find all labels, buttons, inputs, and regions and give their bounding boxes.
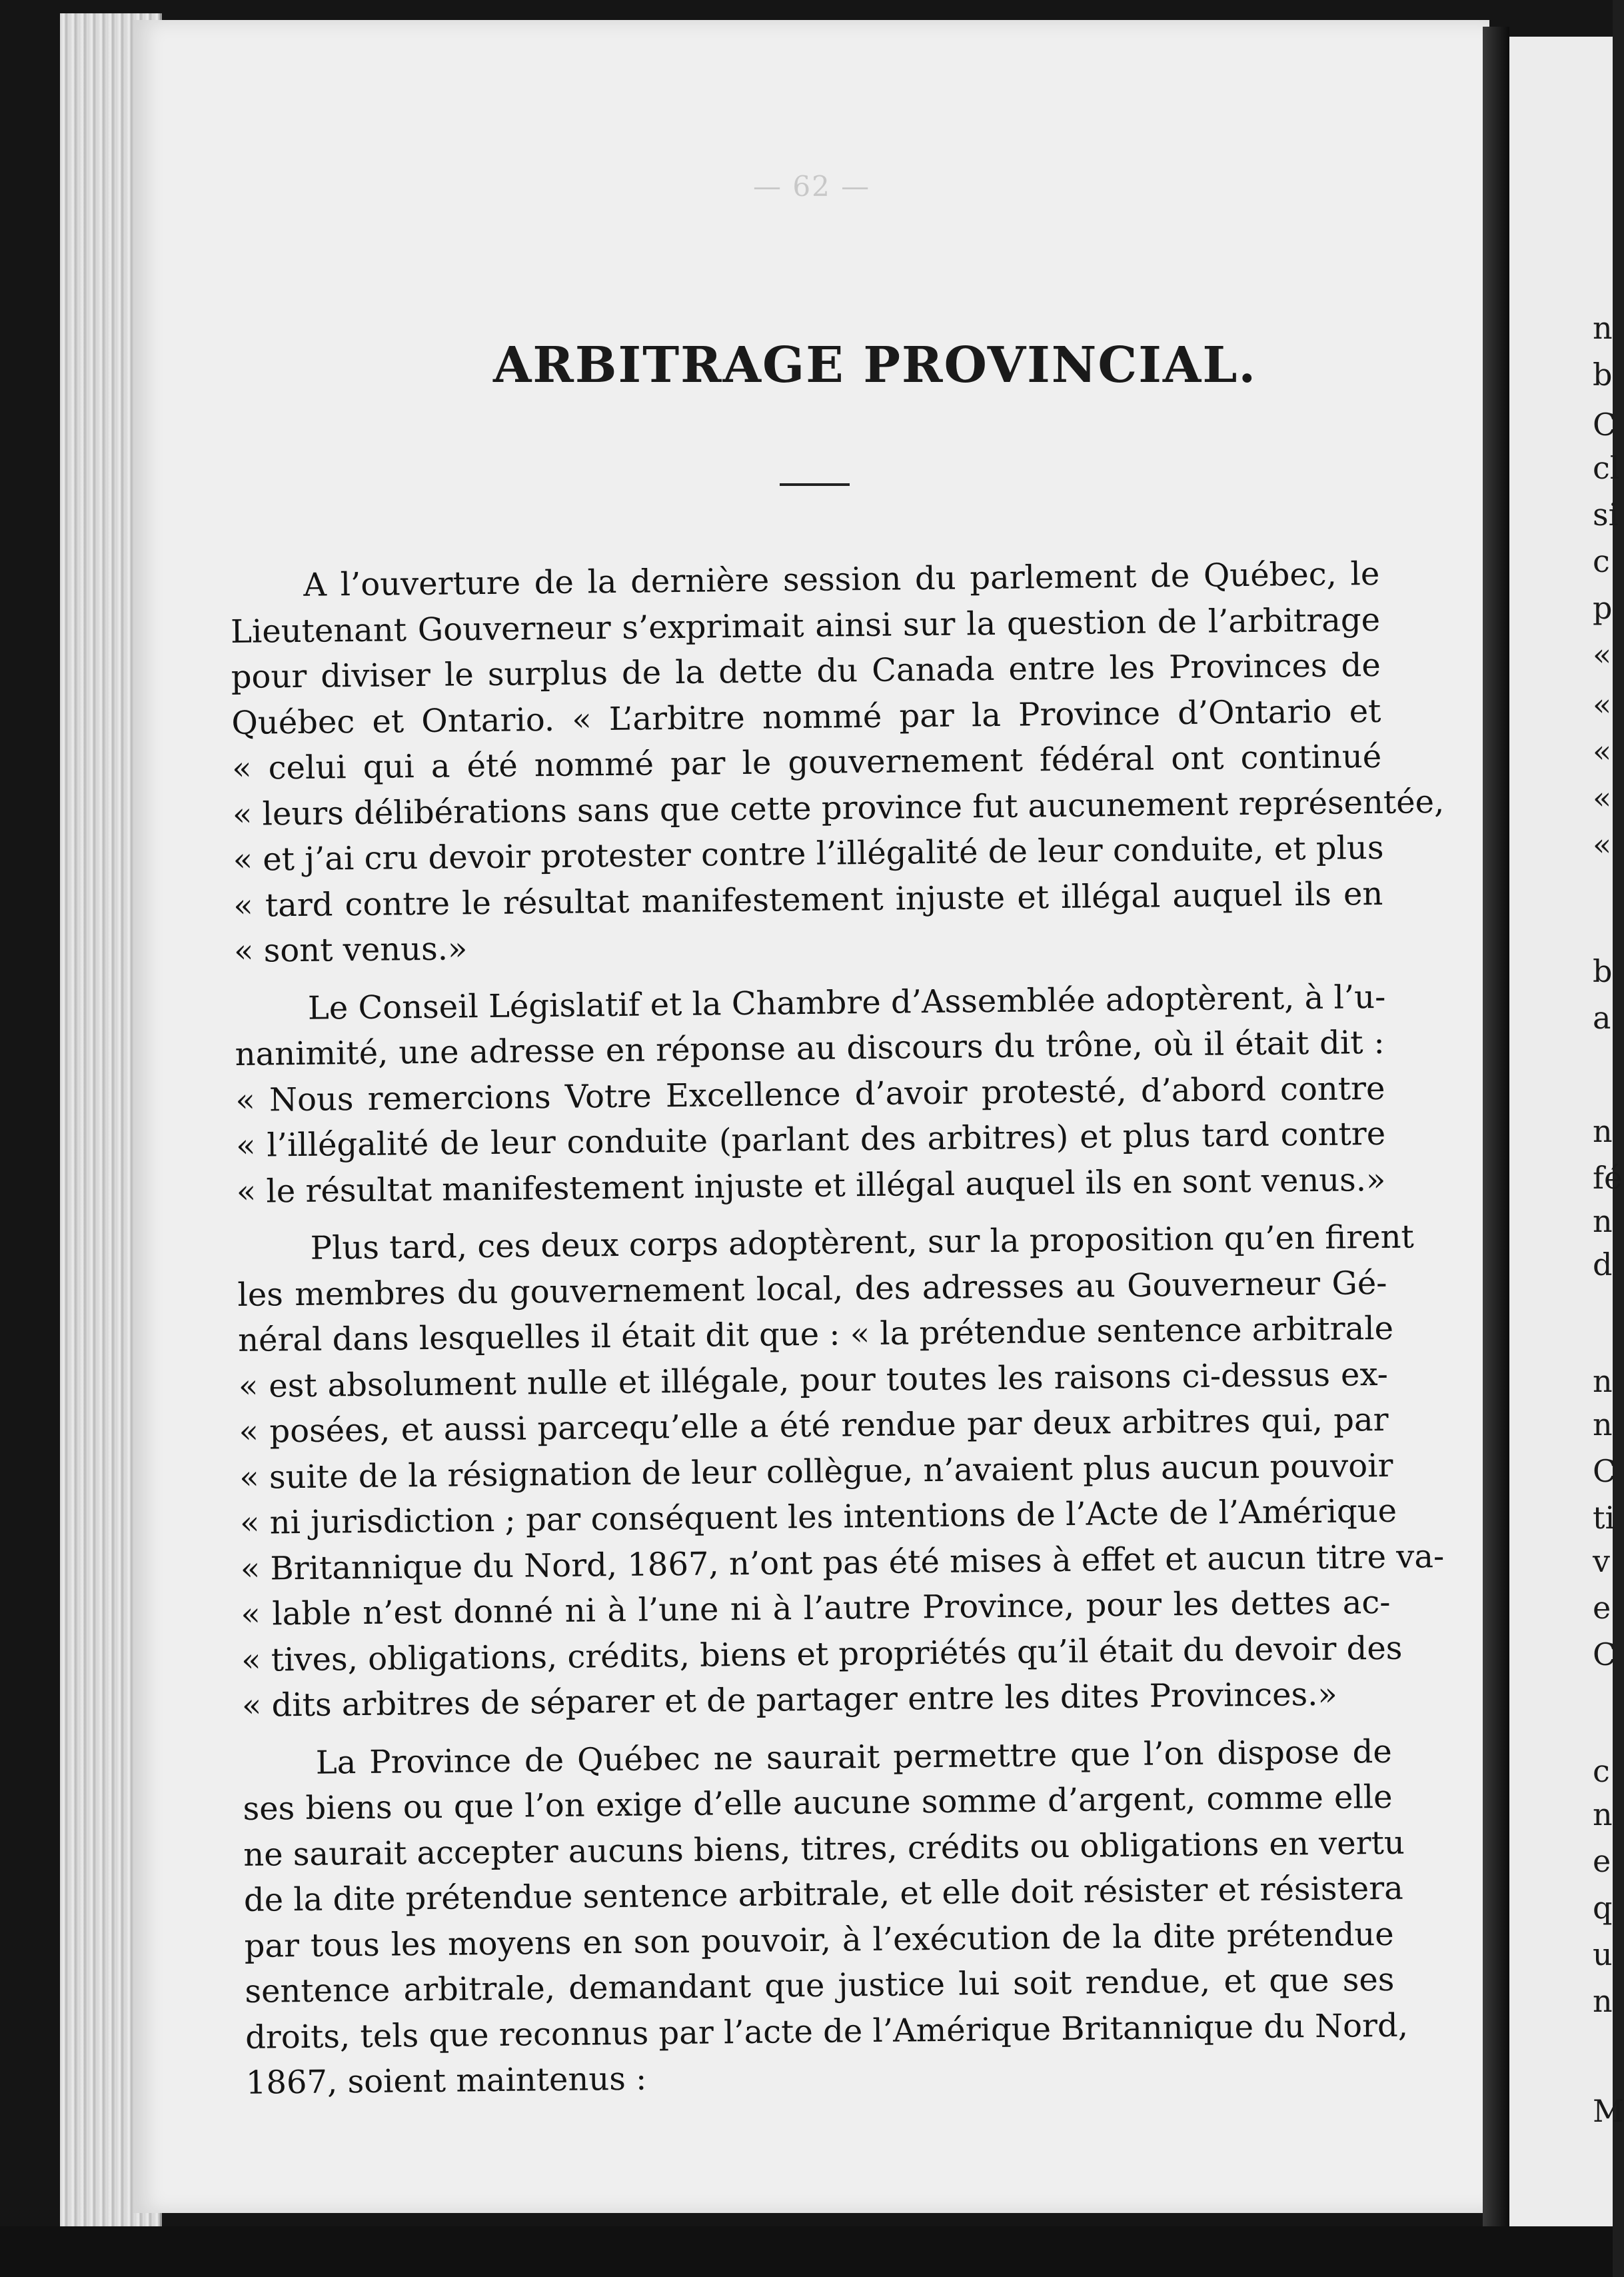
facing-page-text-fragment: « (1593, 637, 1612, 673)
text-line: « celui qui a été nommé par le gouvernement fédéral ont continué (231, 737, 1382, 787)
text-line: « suite de la résignation de leur collègue, n’avaient plus aucun pouvoir (239, 1446, 1393, 1496)
text-line: Lieutenant Gouverneur s’exprimait ainsi sur la question de l’arbitrage (230, 601, 1381, 651)
paragraph (237, 1214, 1445, 1729)
text-line: « Nous remercions Votre Excellence d’avoir protesté, d’abord contre (235, 1069, 1385, 1119)
facing-page-text-fragment: n (1593, 1406, 1613, 1442)
gutter-shadow (1483, 27, 1509, 2226)
page-number: — 62 — (753, 170, 871, 203)
text-line: « est absolument nulle et illégale, pour toutes les raisons ci-dessus ex- (238, 1355, 1389, 1405)
text-line: « et j’ai cru devoir protester contre l’illégalité de leur conduite, et plus (233, 829, 1384, 879)
paragraph (242, 1728, 1409, 2106)
facing-page-text-fragment: fé (1593, 1160, 1623, 1196)
text-line: pour diviser le surplus de la dette du Canada entre les Provinces de (231, 646, 1381, 696)
facing-page-text-fragment: C (1593, 407, 1617, 443)
facing-page-text-fragment: a (1593, 1000, 1611, 1036)
text-line: « l’illégalité de leur conduite (parlant des arbitres) et plus tard contre (235, 1115, 1386, 1164)
text-line: droits, tels que reconnus par l’acte de l’Amérique Britannique du Nord, (245, 2006, 1409, 2056)
facing-page-text-fragment: M (1593, 2093, 1624, 2129)
body-text (230, 551, 1445, 2118)
facing-page-text-fragment: n (1593, 1983, 1613, 2019)
scan-bottom-margin (0, 2226, 1613, 2277)
facing-page-text-fragment: u (1593, 1936, 1613, 1972)
facing-page-text-fragment: d (1593, 1246, 1613, 1282)
facing-page-text-fragment: q (1593, 1890, 1613, 1926)
title-rule (780, 483, 850, 486)
facing-page-text-fragment: c (1593, 1753, 1610, 1789)
text-line: « le résultat manifestement injuste et illégal auquel ils en sont venus.» (236, 1160, 1386, 1210)
text-line: néral dans lesquelles il était dit que : « la prétendue sentence arbitrale (237, 1309, 1394, 1359)
facing-page-text-fragment: C (1593, 1453, 1617, 1489)
text-line: « leurs délibérations sans que cette province fut aucunement représentée, (232, 783, 1445, 833)
paragraph (235, 974, 1386, 1214)
page-title: ARBITRAGE PROVINCIAL. (493, 337, 1257, 394)
text-line: « tives, obligations, crédits, biens et propriétés qu’il était du devoir des (241, 1629, 1403, 1679)
facing-page-text-fragment: C (1593, 1636, 1617, 1672)
text-line: « posées, et aussi parcequ’elle a été rendue par deux arbitres qui, par (239, 1400, 1389, 1450)
facing-page-text-fragment: b (1593, 953, 1613, 989)
text-line: les membres du gouvernement local, des adresses au Gouverneur Gé- (237, 1264, 1387, 1314)
text-line: « dits arbitres de séparer et de partager entre les dites Provinces.» (241, 1675, 1338, 1724)
text-line: ne saurait accepter aucuns biens, titres, crédits ou obligations en vertu (243, 1824, 1405, 1874)
text-line: « sont venus.» (233, 930, 468, 970)
text-line: 1867, soient maintenus : (245, 2060, 647, 2102)
facing-page-text-fragment: si (1593, 497, 1619, 533)
text-line: Plus tard, ces deux corps adoptèrent, sur la proposition qu’en firent (310, 1218, 1415, 1267)
text-line: Le Conseil Législatif et la Chambre d’Assemblée adoptèrent, à l’u- (307, 978, 1386, 1027)
text-line: A l’ouverture de la dernière session du parlement de Québec, le (303, 555, 1380, 604)
text-line: nanimité, une adresse en réponse au discours du trône, où il était dit : (235, 1023, 1385, 1073)
facing-page-text-fragment: n (1593, 310, 1613, 346)
facing-page-text-fragment: e (1593, 1590, 1611, 1626)
facing-page-text-fragment: « (1593, 687, 1612, 723)
text-line: par tous les moyens en son pouvoir, à l’exécution de la dite prétendue (244, 1915, 1394, 1965)
facing-page-text-fragment: e (1593, 1843, 1611, 1879)
text-line: Québec et Ontario. « L’arbitre nommé par la Province d’Ontario et (231, 692, 1381, 742)
text-line: « tard contre le résultat manifestement injuste et illégal auquel ils en (233, 875, 1383, 925)
text-line: sentence arbitrale, demandant que justice lui soit rendue, et que ses (245, 1960, 1395, 2010)
facing-page-fragment (1509, 37, 1624, 2243)
facing-page-text-fragment: b (1593, 357, 1613, 393)
facing-page-text-fragment: p (1593, 590, 1613, 626)
facing-page-text-fragment: « (1593, 780, 1612, 816)
text-line: ses biens ou que l’on exige d’elle aucune somme d’argent, comme elle (243, 1778, 1393, 1828)
facing-page-text-fragment: « (1593, 827, 1612, 863)
facing-page-text-fragment: « (1593, 733, 1612, 769)
facing-page-text-fragment: n (1593, 1113, 1613, 1149)
facing-page-text-fragment: n (1593, 1796, 1613, 1832)
text-line: de la dite prétendue sentence arbitrale, et elle doit résister et résistera (243, 1869, 1404, 1919)
text-line: La Province de Québec ne saurait permettre que l’on dispose de (315, 1732, 1393, 1782)
facing-page-text-fragment: n (1593, 1203, 1613, 1239)
text-line: « lable n’est donné ni à l’une ni à l’autre Province, pour les dettes ac- (241, 1583, 1391, 1633)
facing-page-text-fragment: n (1593, 1363, 1613, 1399)
text-line: « Britannique du Nord, 1867, n’ont pas été mises à effet et aucun titre va- (240, 1537, 1445, 1588)
facing-page-text-fragment: ti (1593, 1500, 1615, 1536)
facing-page-text-fragment: v (1593, 1543, 1610, 1579)
text-line: « ni jurisdiction ; par conséquent les intentions de l’Acte de l’Amérique (239, 1492, 1397, 1542)
facing-page-text-fragment: c (1593, 543, 1610, 579)
paragraph (230, 551, 1445, 975)
facing-page-text-fragment: cl (1593, 450, 1620, 486)
